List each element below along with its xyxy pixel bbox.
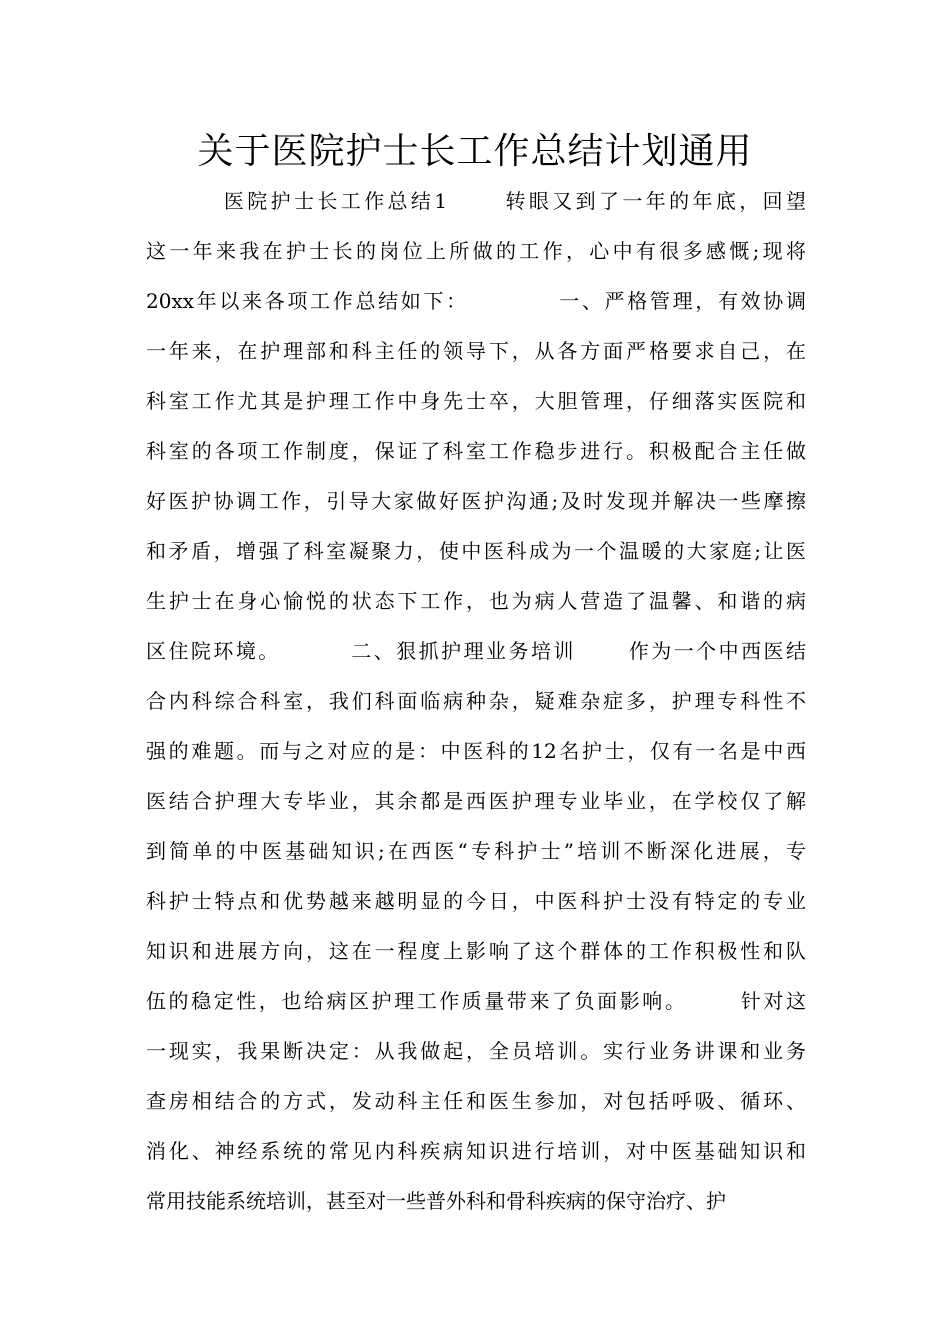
body-line: 伍的稳定性，也给病区护理工作质量带来了负面影响。 针对这 [146,989,806,1013]
body-line: 查房相结合的方式，发动科主任和医生参加，对包括呼吸、循环、 [146,1089,806,1113]
body-line: 合内科综合科室，我们科面临病种杂，疑难杂症多，护理专科性不 [146,689,806,713]
body-line: 这一年来我在护士长的岗位上所做的工作，心中有很多感慨;现将 [146,239,806,263]
document-title: 关于医院护士长工作总结计划通用 [197,131,753,172]
body-line: 知识和进展方向，这在一程度上影响了这个群体的工作积极性和队 [146,939,806,963]
body-line: 消化、神经系统的常见内科疾病知识进行培训，对中医基础知识和 [146,1139,806,1163]
body-line: 科室工作尤其是护理工作中身先士卒，大胆管理，仔细落实医院和 [146,389,806,413]
document-body [146,179,806,1229]
body-line: 一现实，我果断决定：从我做起，全员培训。实行业务讲课和业务 [146,1039,806,1063]
body-line: 强的难题。而与之对应的是：中医科的12名护士，仅有一名是中西 [146,739,806,763]
body-line: 到简单的中医基础知识;在西医“专科护士”培训不断深化进展，专 [146,839,806,863]
body-line: 好医护协调工作，引导大家做好医护沟通;及时发现并解决一些摩擦 [146,489,806,513]
body-line: 20xx年以来各项工作总结如下： 一、严格管理，有效协调 [146,289,806,313]
body-line: 常用技能系统培训，甚至对一些普外科和骨科疾病的保守治疗、护 [146,1189,726,1213]
body-line: 科室的各项工作制度，保证了科室工作稳步进行。积极配合主任做 [146,439,806,463]
body-line: 一年来，在护理部和科主任的领导下，从各方面严格要求自己，在 [146,339,806,363]
body-line: 科护士特点和优势越来越明显的今日，中医科护士没有特定的专业 [146,889,806,913]
body-line: 医院护士长工作总结1 转眼又到了一年的年底，回望 [146,189,806,213]
body-line: 生护士在身心愉悦的状态下工作，也为病人营造了温馨、和谐的病 [146,589,806,613]
body-line: 和矛盾，增强了科室凝聚力，使中医科成为一个温暖的大家庭;让医 [146,539,806,563]
body-line: 医结合护理大专毕业，其余都是西医护理专业毕业，在学校仅了解 [146,789,806,813]
body-line: 区住院环境。 二、狠抓护理业务培训 作为一个中西医结 [146,639,806,663]
